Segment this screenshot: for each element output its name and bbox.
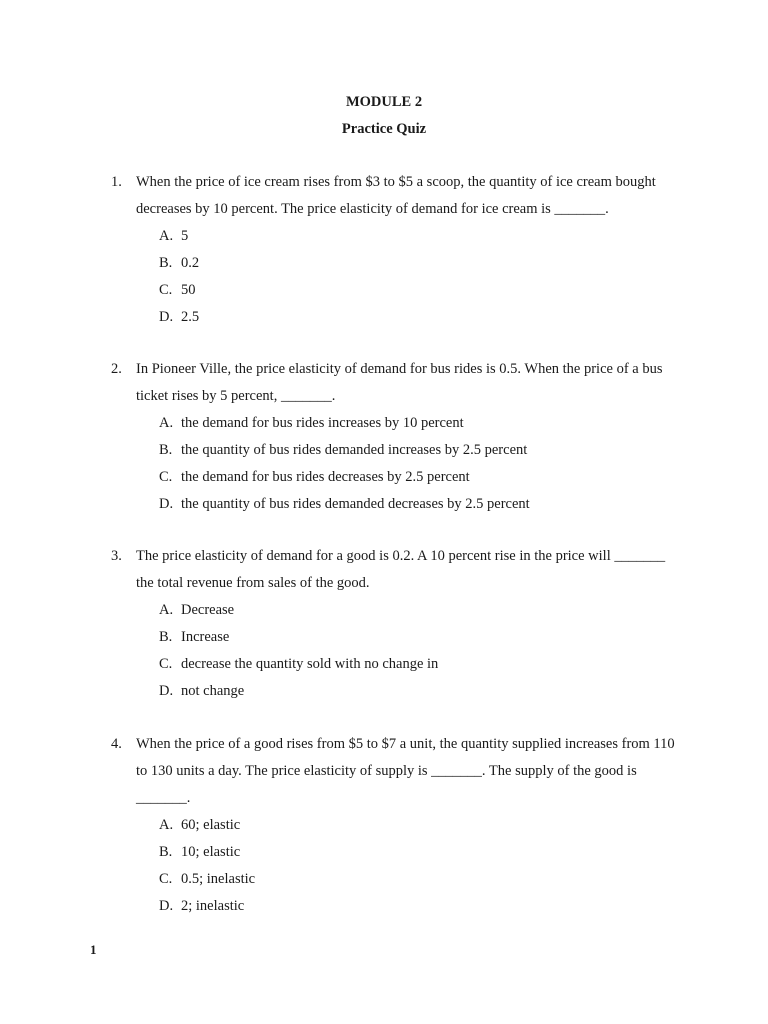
option-letter: D. <box>159 496 174 512</box>
answer-options <box>159 410 679 518</box>
option-text: the demand for bus rides increases by 10 percent <box>181 415 464 431</box>
option-letter: C. <box>159 871 173 887</box>
option-b <box>159 624 679 651</box>
module-title: MODULE 2 <box>345 94 423 110</box>
option-a <box>159 223 679 250</box>
option-text: 0.2 <box>181 255 200 271</box>
question-text: When the price of ice cream rises from $3 to $5 a scoop, the quantity of ice cream bought decreases by 10 percent. The price elasticity of demand for ice cream is _______. <box>136 174 656 217</box>
question-number: 1. <box>111 174 122 190</box>
option-letter: B. <box>159 629 173 645</box>
question-text: In Pioneer Ville, the price elasticity of demand for bus rides is 0.5. When the price of a bus ticket rises by 5 percent, _______. <box>136 361 663 404</box>
option-b <box>159 250 679 277</box>
option-letter: C. <box>159 469 173 485</box>
option-text: decrease the quantity sold with no change in <box>181 656 439 672</box>
option-letter: D. <box>159 683 174 699</box>
option-text: 0.5; inelastic <box>181 871 256 887</box>
option-letter: D. <box>159 898 174 914</box>
option-text: Decrease <box>181 602 235 618</box>
option-a <box>159 410 679 437</box>
answer-options <box>159 597 679 705</box>
option-c <box>159 866 679 893</box>
option-c <box>159 277 679 304</box>
option-letter: D. <box>159 309 174 325</box>
answer-options <box>159 223 679 331</box>
option-letter: A. <box>159 817 174 833</box>
quiz-subtitle: Practice Quiz <box>341 121 427 137</box>
option-letter: A. <box>159 602 174 618</box>
question-number: 4. <box>111 736 122 752</box>
option-d <box>159 491 679 518</box>
page-number: 1 <box>90 942 97 957</box>
option-text: the quantity of bus rides demanded increases by 2.5 percent <box>181 442 528 458</box>
option-b <box>159 839 679 866</box>
option-c <box>159 651 679 678</box>
option-text: Increase <box>181 629 230 645</box>
option-text: 60; elastic <box>181 817 241 833</box>
option-letter: A. <box>159 228 174 244</box>
option-text: the demand for bus rides decreases by 2.5 percent <box>181 469 470 485</box>
option-letter: B. <box>159 844 173 860</box>
option-b <box>159 437 679 464</box>
option-letter: B. <box>159 442 173 458</box>
question-text: The price elasticity of demand for a good is 0.2. A 10 percent rise in the price will _______ the total revenue from sales of the good. <box>136 548 666 591</box>
question-number: 2. <box>111 361 122 377</box>
option-letter: A. <box>159 415 174 431</box>
question-number: 3. <box>111 548 122 564</box>
option-letter: C. <box>159 282 173 298</box>
option-a <box>159 812 679 839</box>
option-letter: B. <box>159 255 173 271</box>
option-text: the quantity of bus rides demanded decreases by 2.5 percent <box>181 496 530 512</box>
option-text: 50 <box>181 282 196 298</box>
option-d <box>159 678 679 705</box>
option-text: 2; inelastic <box>181 898 245 914</box>
option-d <box>159 893 679 920</box>
option-text: 10; elastic <box>181 844 241 860</box>
answer-options <box>159 812 679 920</box>
option-d <box>159 304 679 331</box>
option-text: 2.5 <box>181 309 200 325</box>
option-text: not change <box>181 683 245 699</box>
option-a <box>159 597 679 624</box>
question-text: When the price of a good rises from $5 to $7 a unit, the quantity supplied increases from 110 to 130 units a day. The price elasticity of supply is _______. The supply of the good is _______. <box>136 736 675 806</box>
option-text: 5 <box>181 228 189 244</box>
option-c <box>159 464 679 491</box>
option-letter: C. <box>159 656 173 672</box>
